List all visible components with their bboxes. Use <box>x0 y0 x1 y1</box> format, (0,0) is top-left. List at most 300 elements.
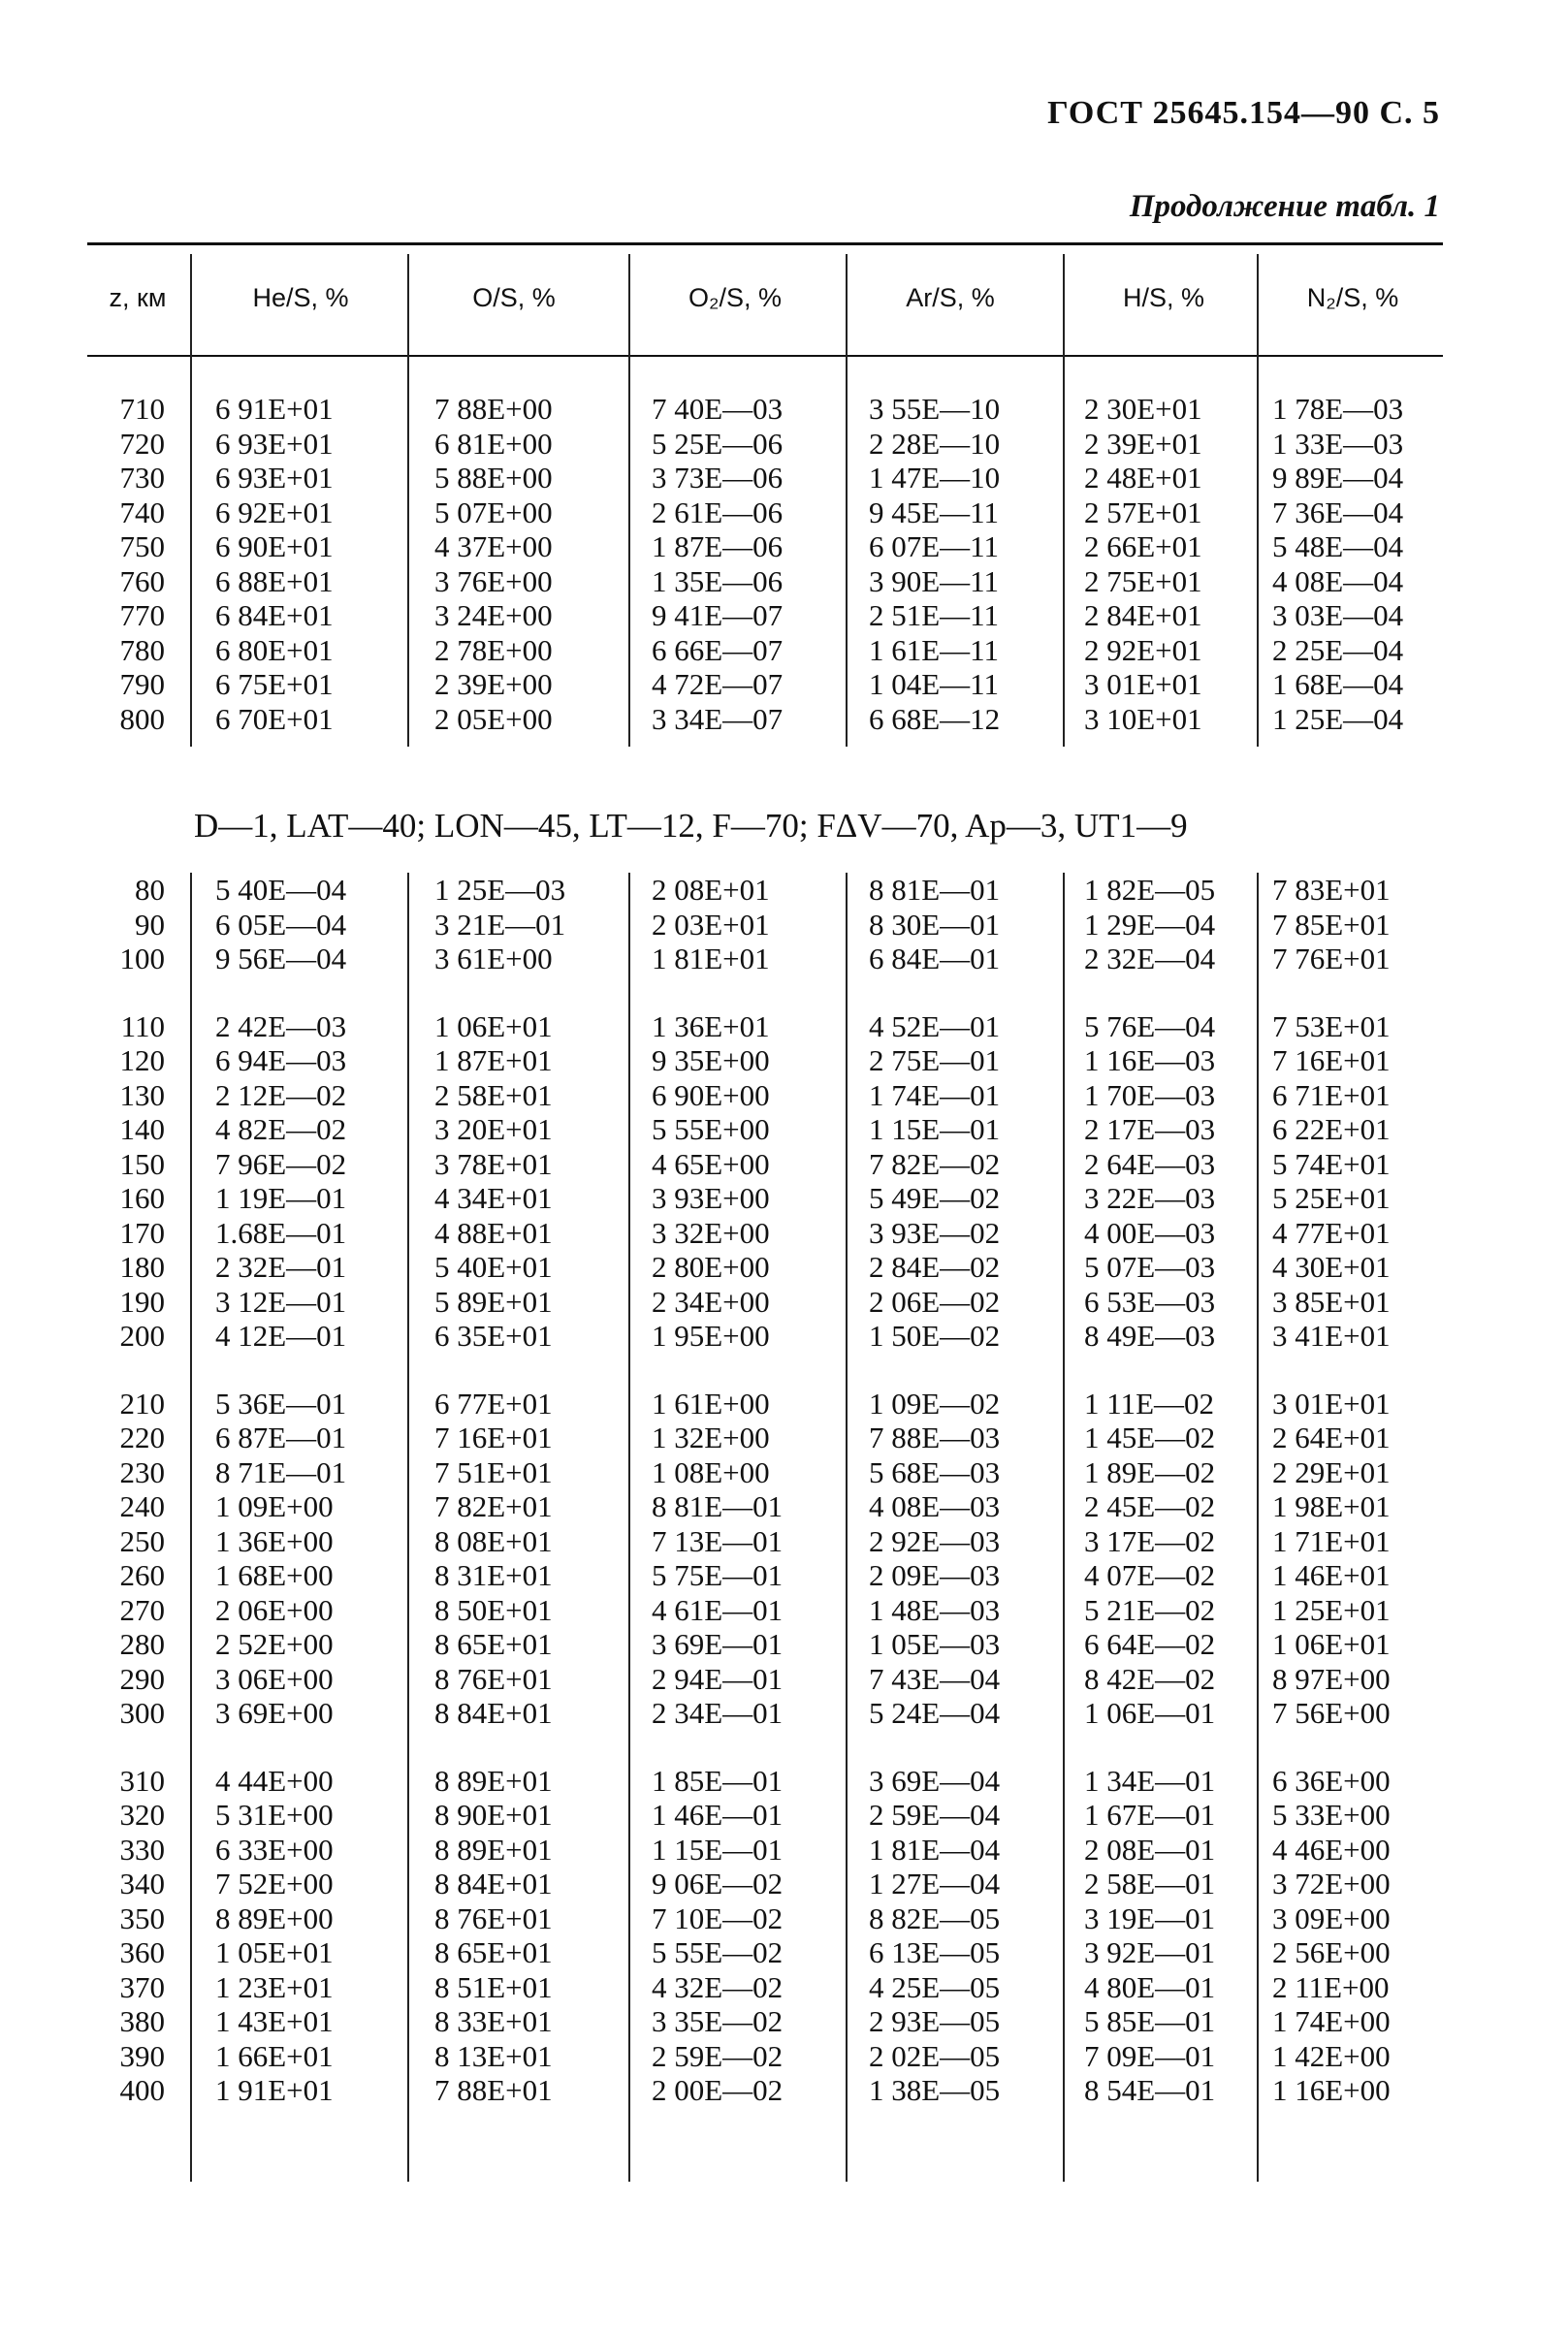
column-header: O₂/S, % <box>688 283 782 312</box>
value-cell: 6 75E+01 <box>215 667 334 701</box>
value-cell: 2 52E+00 <box>215 1627 334 1661</box>
value-cell: 1 43E+01 <box>215 2004 334 2038</box>
value-cell: 6 93E+01 <box>215 461 334 495</box>
table-row <box>0 1489 1568 1523</box>
column-header: N₂/S, % <box>1306 283 1399 312</box>
value-cell: 1 33E—03 <box>1272 426 1404 461</box>
value-cell: 5 74E+01 <box>1272 1146 1391 1181</box>
value-cell: 1 05E+01 <box>215 1935 334 1969</box>
value-cell: 7 16E+01 <box>434 1421 553 1454</box>
value-cell: 1 15E—01 <box>869 1112 1001 1146</box>
conditions-line: D—1, LAT—40; LON—45, LT—12, F—70; FΔV—70, Ap—3, UT1—9 <box>194 807 1188 845</box>
value-cell: 1 68E+00 <box>215 1558 334 1592</box>
value-cell: 7 13E—01 <box>652 1523 784 1558</box>
value-cell: 1 87E—06 <box>652 529 784 563</box>
table-row <box>0 1009 1568 1043</box>
value-cell: 1 81E—04 <box>869 1832 1001 1867</box>
value-cell: 2 34E+00 <box>652 1284 770 1319</box>
value-cell: 7 51E+01 <box>434 1454 553 1489</box>
column-header: z, км <box>109 283 167 312</box>
altitude-cell: 100 <box>119 942 165 975</box>
table-row <box>0 2073 1568 2107</box>
value-cell: 7 88E+00 <box>434 392 553 426</box>
value-cell: 4 72E—07 <box>652 667 784 701</box>
value-cell: 1 82E—05 <box>1084 873 1216 907</box>
altitude-cell: 730 <box>119 461 165 495</box>
value-cell: 5 25E+01 <box>1272 1181 1391 1215</box>
value-cell: 2 25E—04 <box>1272 632 1404 667</box>
value-cell: 8 84E+01 <box>434 1696 553 1730</box>
value-cell: 1 34E—01 <box>1084 1763 1216 1798</box>
value-cell: 1 98E+01 <box>1272 1489 1391 1523</box>
value-cell: 4 08E—03 <box>869 1489 1001 1523</box>
value-cell: 2 39E+00 <box>434 667 553 701</box>
altitude-cell: 360 <box>119 1935 165 1969</box>
value-cell: 7 83E+01 <box>1272 873 1391 907</box>
value-cell: 7 88E+01 <box>434 2073 553 2107</box>
value-cell: 1 11E—02 <box>1084 1386 1215 1421</box>
value-cell: 1 25E—04 <box>1272 701 1404 736</box>
value-cell: 1 81E+01 <box>652 942 770 975</box>
value-cell: 1.68E—01 <box>215 1215 347 1250</box>
value-cell: 8 89E+00 <box>215 1900 334 1935</box>
value-cell: 8 81E—01 <box>869 873 1001 907</box>
value-cell: 4 77E+01 <box>1272 1215 1391 1250</box>
value-cell: 6 84E—01 <box>869 942 1001 975</box>
value-cell: 2 00E—02 <box>652 2073 784 2107</box>
value-cell: 1 50E—02 <box>869 1319 1001 1353</box>
value-cell: 2 84E—02 <box>869 1250 1001 1284</box>
value-cell: 3 21E—01 <box>434 907 566 942</box>
value-cell: 1 36E+00 <box>215 1523 334 1558</box>
value-cell: 5 89E+01 <box>434 1284 553 1319</box>
value-cell: 5 48E—04 <box>1272 529 1404 563</box>
table-continuation-label: Продолжение табл. 1 <box>1129 189 1440 224</box>
altitude-cell: 270 <box>119 1592 165 1627</box>
value-cell: 2 34E—01 <box>652 1696 784 1730</box>
value-cell: 5 24E—04 <box>869 1696 1001 1730</box>
value-cell: 2 32E—01 <box>215 1250 347 1284</box>
value-cell: 4 08E—04 <box>1272 563 1404 598</box>
value-cell: 6 91E+01 <box>215 392 334 426</box>
column-header: H/S, % <box>1122 283 1205 312</box>
altitude-cell: 80 <box>135 873 165 907</box>
value-cell: 6 07E—11 <box>869 529 1000 563</box>
altitude-cell: 290 <box>119 1661 165 1696</box>
value-cell: 3 22E—03 <box>1084 1181 1216 1215</box>
value-cell: 2 06E—02 <box>869 1284 1001 1319</box>
altitude-cell: 400 <box>119 2073 165 2107</box>
value-cell: 7 16E+01 <box>1272 1043 1391 1077</box>
altitude-cell: 310 <box>119 1763 165 1798</box>
column-header: O/S, % <box>472 283 556 312</box>
value-cell: 2 93E—05 <box>869 2004 1001 2038</box>
table-row <box>0 495 1568 529</box>
altitude-cell: 120 <box>119 1043 165 1077</box>
value-cell: 3 69E+00 <box>215 1696 334 1730</box>
value-cell: 1 15E—01 <box>652 1832 784 1867</box>
table-row <box>0 392 1568 426</box>
value-cell: 6 68E—12 <box>869 701 1001 736</box>
value-cell: 2 84E+01 <box>1084 598 1202 632</box>
table-row <box>0 1935 1568 1969</box>
value-cell: 5 07E—03 <box>1084 1250 1216 1284</box>
altitude-cell: 330 <box>119 1832 165 1867</box>
column-header: He/S, % <box>252 283 349 312</box>
value-cell: 2 66E+01 <box>1084 529 1202 563</box>
value-cell: 2 92E+01 <box>1084 632 1202 667</box>
value-cell: 2 75E—01 <box>869 1043 1001 1077</box>
value-cell: 7 10E—02 <box>652 1900 784 1935</box>
value-cell: 1 67E—01 <box>1084 1798 1216 1832</box>
value-cell: 1 78E—03 <box>1272 392 1404 426</box>
value-cell: 1 85E—01 <box>652 1763 784 1798</box>
value-cell: 3 24E+00 <box>434 598 553 632</box>
value-cell: 6 53E—03 <box>1084 1284 1216 1319</box>
altitude-cell: 790 <box>119 667 165 701</box>
value-cell: 3 41E+01 <box>1272 1319 1391 1353</box>
value-cell: 6 22E+01 <box>1272 1112 1391 1146</box>
altitude-cell: 380 <box>119 2004 165 2038</box>
value-cell: 8 65E+01 <box>434 1935 553 1969</box>
altitude-cell: 170 <box>119 1215 165 1250</box>
value-cell: 2 59E—02 <box>652 2038 784 2073</box>
value-cell: 2 17E—03 <box>1084 1112 1216 1146</box>
value-cell: 7 36E—04 <box>1272 495 1404 529</box>
table-row <box>0 1798 1568 1832</box>
value-cell: 3 55E—10 <box>869 392 1001 426</box>
value-cell: 1 38E—05 <box>869 2073 1001 2107</box>
value-cell: 2 45E—02 <box>1084 1489 1216 1523</box>
value-cell: 6 64E—02 <box>1084 1627 1216 1661</box>
value-cell: 8 82E—05 <box>869 1900 1001 1935</box>
value-cell: 4 88E+01 <box>434 1215 553 1250</box>
value-cell: 3 85E+01 <box>1272 1284 1391 1319</box>
table-row <box>0 1696 1568 1730</box>
value-cell: 5 85E—01 <box>1084 2004 1216 2038</box>
value-cell: 8 50E+01 <box>434 1592 553 1627</box>
value-cell: 7 96E—02 <box>215 1146 347 1181</box>
value-cell: 1 70E—03 <box>1084 1077 1216 1112</box>
value-cell: 1 16E—03 <box>1084 1043 1216 1077</box>
value-cell: 1 16E+00 <box>1272 2073 1391 2107</box>
value-cell: 1 04E—11 <box>869 667 1000 701</box>
altitude-cell: 280 <box>119 1627 165 1661</box>
value-cell: 7 76E+01 <box>1272 942 1391 975</box>
altitude-cell: 740 <box>119 495 165 529</box>
value-cell: 3 06E+00 <box>215 1661 334 1696</box>
value-cell: 8 42E—02 <box>1084 1661 1216 1696</box>
value-cell: 3 73E—06 <box>652 461 784 495</box>
value-cell: 4 80E—01 <box>1084 1969 1216 2004</box>
value-cell: 2 06E+00 <box>215 1592 334 1627</box>
table-row <box>0 1421 1568 1454</box>
table-row <box>0 1867 1568 1900</box>
value-cell: 4 07E—02 <box>1084 1558 1216 1592</box>
value-cell: 4 65E+00 <box>652 1146 770 1181</box>
table-row <box>0 1593 1568 1627</box>
value-cell: 5 25E—06 <box>652 426 784 461</box>
value-cell: 8 76E+01 <box>434 1900 553 1935</box>
value-cell: 5 49E—02 <box>869 1181 1001 1215</box>
table-row <box>0 1970 1568 2004</box>
value-cell: 2 58E—01 <box>1084 1867 1216 1900</box>
value-cell: 3 19E—01 <box>1084 1900 1216 1935</box>
value-cell: 1 46E+01 <box>1272 1558 1391 1592</box>
value-cell: 6 70E+01 <box>215 701 334 736</box>
value-cell: 8 81E—01 <box>652 1489 784 1523</box>
value-cell: 1 66E+01 <box>215 2038 334 2073</box>
value-cell: 1 74E+00 <box>1272 2004 1391 2038</box>
value-cell: 1 05E—03 <box>869 1627 1001 1661</box>
value-cell: 7 09E—01 <box>1084 2038 1216 2073</box>
altitude-cell: 90 <box>135 907 165 942</box>
value-cell: 4 34E+01 <box>434 1181 553 1215</box>
value-cell: 6 81E+00 <box>434 426 553 461</box>
table-row <box>0 1285 1568 1319</box>
value-cell: 6 33E+00 <box>215 1832 334 1867</box>
table-row <box>0 1181 1568 1215</box>
value-cell: 5 55E—02 <box>652 1935 784 1969</box>
table-row <box>0 2004 1568 2038</box>
value-cell: 9 45E—11 <box>869 495 1000 529</box>
table-row <box>0 908 1568 942</box>
value-cell: 1 08E+00 <box>652 1454 770 1489</box>
altitude-cell: 210 <box>119 1386 165 1421</box>
value-cell: 3 76E+00 <box>434 563 553 598</box>
value-cell: 2 02E—05 <box>869 2038 1001 2073</box>
value-cell: 6 88E+01 <box>215 563 334 598</box>
altitude-cell: 770 <box>119 598 165 632</box>
value-cell: 1 89E—02 <box>1084 1454 1216 1489</box>
value-cell: 4 37E+00 <box>434 529 553 563</box>
altitude-cell: 720 <box>119 426 165 461</box>
value-cell: 3 69E—01 <box>652 1627 784 1661</box>
value-cell: 2 11E+00 <box>1272 1969 1390 2004</box>
value-cell: 1 06E+01 <box>1272 1627 1391 1661</box>
value-cell: 2 32E—04 <box>1084 942 1216 975</box>
table-row <box>0 667 1568 701</box>
value-cell: 5 75E—01 <box>652 1558 784 1592</box>
altitude-cell: 800 <box>119 701 165 736</box>
value-cell: 2 75E+01 <box>1084 563 1202 598</box>
table-row <box>0 702 1568 736</box>
value-cell: 5 88E+00 <box>434 461 553 495</box>
value-cell: 7 56E+00 <box>1272 1696 1391 1730</box>
value-cell: 2 56E+00 <box>1272 1935 1391 1969</box>
value-cell: 3 90E—11 <box>869 563 1000 598</box>
value-cell: 6 13E—05 <box>869 1935 1001 1969</box>
altitude-cell: 750 <box>119 529 165 563</box>
table-row <box>0 1112 1568 1146</box>
value-cell: 1 68E—04 <box>1272 667 1404 701</box>
table-row <box>0 1216 1568 1250</box>
table-row <box>0 1662 1568 1696</box>
table-header-rule <box>87 355 1443 357</box>
value-cell: 6 80E+01 <box>215 632 334 667</box>
value-cell: 4 00E—03 <box>1084 1215 1216 1250</box>
value-cell: 2 92E—03 <box>869 1523 1001 1558</box>
altitude-cell: 780 <box>119 632 165 667</box>
value-cell: 2 42E—03 <box>215 1008 347 1043</box>
value-cell: 2 29E+01 <box>1272 1454 1391 1489</box>
table-row <box>0 1387 1568 1421</box>
value-cell: 4 61E—01 <box>652 1592 784 1627</box>
value-cell: 7 52E+00 <box>215 1867 334 1900</box>
value-cell: 1 91E+01 <box>215 2073 334 2107</box>
value-cell: 3 34E—07 <box>652 701 784 736</box>
value-cell: 1 36E+01 <box>652 1008 770 1043</box>
table-row <box>0 2039 1568 2073</box>
table-row <box>0 1627 1568 1661</box>
value-cell: 1 06E—01 <box>1084 1696 1216 1730</box>
value-cell: 3 93E—02 <box>869 1215 1001 1250</box>
value-cell: 6 71E+01 <box>1272 1077 1391 1112</box>
value-cell: 1 09E+00 <box>215 1489 334 1523</box>
value-cell: 2 78E+00 <box>434 632 553 667</box>
value-cell: 5 68E—03 <box>869 1454 1001 1489</box>
altitude-cell: 140 <box>119 1112 165 1146</box>
value-cell: 3 92E—01 <box>1084 1935 1216 1969</box>
value-cell: 5 55E+00 <box>652 1112 770 1146</box>
table-row <box>0 461 1568 495</box>
value-cell: 5 40E+01 <box>434 1250 553 1284</box>
value-cell: 1 61E+00 <box>652 1386 770 1421</box>
table-row <box>0 1901 1568 1935</box>
value-cell: 3 78E+01 <box>434 1146 553 1181</box>
value-cell: 8 49E—03 <box>1084 1319 1216 1353</box>
value-cell: 1 61E—11 <box>869 632 1000 667</box>
altitude-cell: 760 <box>119 563 165 598</box>
value-cell: 3 03E—04 <box>1272 598 1404 632</box>
value-cell: 8 31E+01 <box>434 1558 553 1592</box>
table-row <box>0 427 1568 461</box>
value-cell: 3 20E+01 <box>434 1112 553 1146</box>
value-cell: 2 64E—03 <box>1084 1146 1216 1181</box>
table-row <box>0 1078 1568 1112</box>
column-header: Ar/S, % <box>906 283 995 312</box>
value-cell: 5 33E+00 <box>1272 1798 1391 1832</box>
value-cell: 4 44E+00 <box>215 1763 334 1798</box>
table-row <box>0 1319 1568 1353</box>
table-row <box>0 529 1568 563</box>
value-cell: 3 01E+01 <box>1272 1386 1391 1421</box>
value-cell: 1 29E—04 <box>1084 907 1216 942</box>
table-row <box>0 564 1568 598</box>
altitude-cell: 160 <box>119 1181 165 1215</box>
value-cell: 6 90E+01 <box>215 529 334 563</box>
value-cell: 6 77E+01 <box>434 1386 553 1421</box>
altitude-cell: 150 <box>119 1146 165 1181</box>
value-cell: 9 56E—04 <box>215 942 347 975</box>
value-cell: 2 08E+01 <box>652 873 770 907</box>
value-cell: 3 35E—02 <box>652 2004 784 2038</box>
value-cell: 4 12E—01 <box>215 1319 347 1353</box>
altitude-cell: 370 <box>119 1969 165 2004</box>
value-cell: 5 40E—04 <box>215 873 347 907</box>
value-cell: 1 25E+01 <box>1272 1592 1391 1627</box>
altitude-cell: 110 <box>120 1008 165 1043</box>
value-cell: 3 10E+01 <box>1084 701 1202 736</box>
value-cell: 2 58E+01 <box>434 1077 553 1112</box>
altitude-cell: 350 <box>119 1900 165 1935</box>
value-cell: 8 89E+01 <box>434 1832 553 1867</box>
altitude-cell: 190 <box>119 1284 165 1319</box>
altitude-cell: 200 <box>119 1319 165 1353</box>
value-cell: 6 36E+00 <box>1272 1763 1391 1798</box>
table-row <box>0 873 1568 907</box>
value-cell: 2 94E—01 <box>652 1661 784 1696</box>
value-cell: 9 41E—07 <box>652 598 784 632</box>
value-cell: 7 88E—03 <box>869 1421 1001 1454</box>
value-cell: 1 42E+00 <box>1272 2038 1391 2073</box>
value-cell: 1 46E—01 <box>652 1798 784 1832</box>
value-cell: 6 93E+01 <box>215 426 334 461</box>
value-cell: 5 76E—04 <box>1084 1008 1216 1043</box>
value-cell: 1 47E—10 <box>869 461 1001 495</box>
value-cell: 3 72E+00 <box>1272 1867 1391 1900</box>
value-cell: 5 31E+00 <box>215 1798 334 1832</box>
value-cell: 5 21E—02 <box>1084 1592 1216 1627</box>
value-cell: 3 93E+00 <box>652 1181 770 1215</box>
value-cell: 6 05E—04 <box>215 907 347 942</box>
value-cell: 4 46E+00 <box>1272 1832 1391 1867</box>
value-cell: 3 69E—04 <box>869 1763 1001 1798</box>
value-cell: 4 82E—02 <box>215 1112 347 1146</box>
value-cell: 7 82E+01 <box>434 1489 553 1523</box>
value-cell: 8 90E+01 <box>434 1798 553 1832</box>
value-cell: 1 19E—01 <box>215 1181 347 1215</box>
value-cell: 1 06E+01 <box>434 1008 553 1043</box>
value-cell: 9 06E—02 <box>652 1867 784 1900</box>
value-cell: 1 95E+00 <box>652 1319 770 1353</box>
value-cell: 8 89E+01 <box>434 1763 553 1798</box>
table-row <box>0 633 1568 667</box>
value-cell: 8 84E+01 <box>434 1867 553 1900</box>
value-cell: 1 71E+01 <box>1272 1523 1391 1558</box>
value-cell: 3 01E+01 <box>1084 667 1202 701</box>
value-cell: 1 09E—02 <box>869 1386 1001 1421</box>
value-cell: 8 97E+00 <box>1272 1661 1391 1696</box>
value-cell: 5 07E+00 <box>434 495 553 529</box>
value-cell: 1 25E—03 <box>434 873 566 907</box>
value-cell: 1 74E—01 <box>869 1077 1001 1112</box>
value-cell: 2 51E—11 <box>869 598 1000 632</box>
value-cell: 6 94E—03 <box>215 1043 347 1077</box>
value-cell: 4 32E—02 <box>652 1969 784 2004</box>
value-cell: 2 08E—01 <box>1084 1832 1216 1867</box>
value-cell: 7 82E—02 <box>869 1146 1001 1181</box>
table-row <box>0 1764 1568 1798</box>
value-cell: 8 13E+01 <box>434 2038 553 2073</box>
table-row <box>0 1558 1568 1592</box>
value-cell: 4 25E—05 <box>869 1969 1001 2004</box>
value-cell: 7 40E—03 <box>652 392 784 426</box>
value-cell: 8 33E+01 <box>434 2004 553 2038</box>
value-cell: 5 36E—01 <box>215 1386 347 1421</box>
table-row <box>0 1455 1568 1489</box>
value-cell: 6 84E+01 <box>215 598 334 632</box>
value-cell: 3 17E—02 <box>1084 1523 1216 1558</box>
value-cell: 9 89E—04 <box>1272 461 1404 495</box>
table-row <box>0 1043 1568 1077</box>
table-top-rule <box>87 242 1443 245</box>
table-row <box>0 942 1568 975</box>
value-cell: 7 43E—04 <box>869 1661 1001 1696</box>
value-cell: 2 03E+01 <box>652 907 770 942</box>
value-cell: 8 30E—01 <box>869 907 1001 942</box>
value-cell: 2 09E—03 <box>869 1558 1001 1592</box>
